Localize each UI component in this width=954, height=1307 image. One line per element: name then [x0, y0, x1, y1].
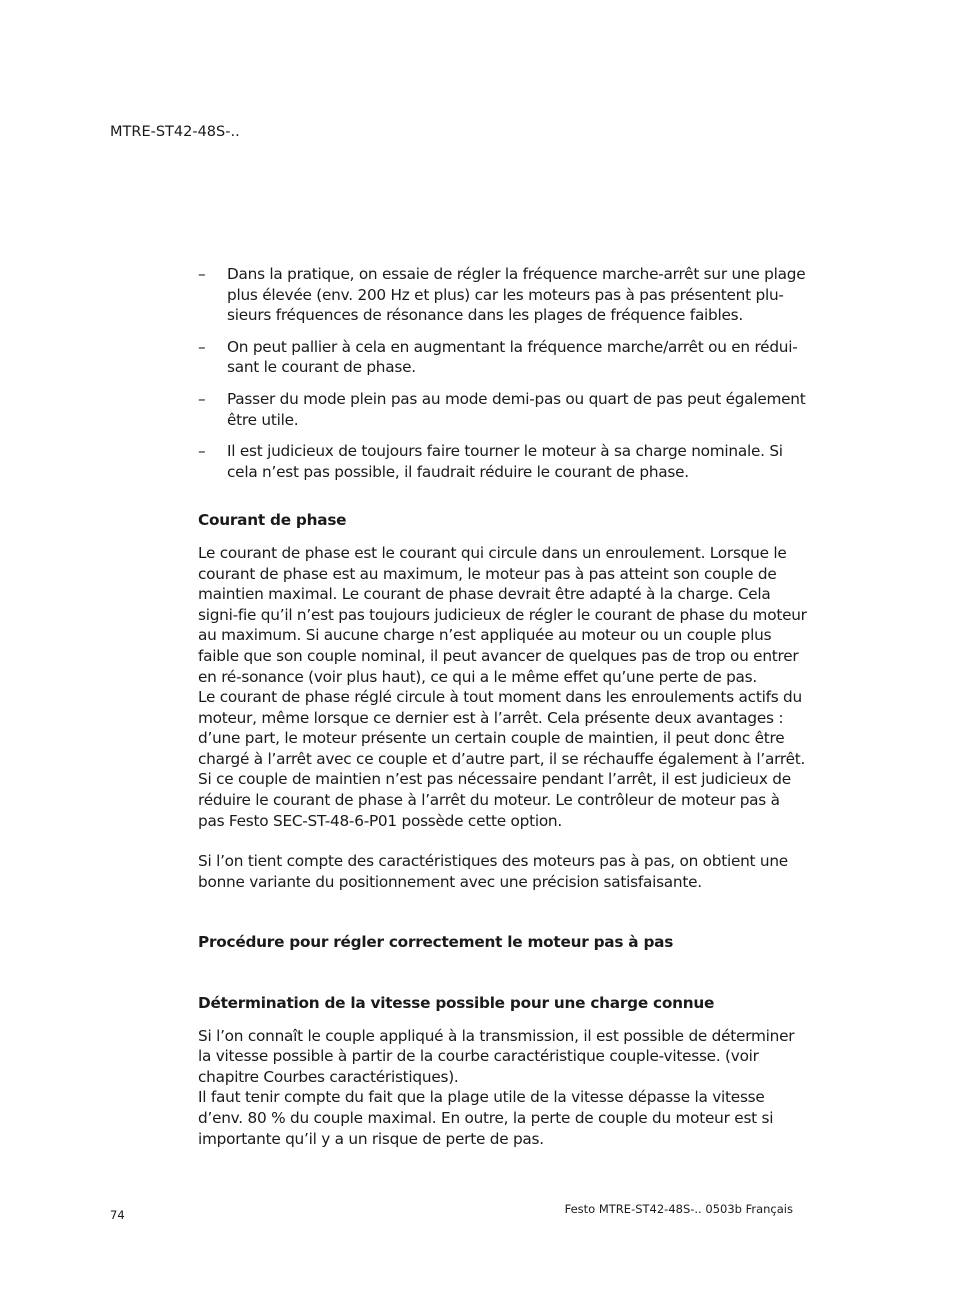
bullet-text: Passer du mode plein pas au mode demi-pas ou quart de pas peut également être utile. — [227, 389, 806, 429]
dash-bullet: – — [198, 442, 206, 461]
list-item — [198, 337, 810, 378]
list-item — [198, 441, 810, 482]
paragraph-courant-2: Le courant de phase réglé circule à tout moment dans les enroulements actifs du moteur, même lorsque ce dernier est à l’arrêt. Cela présente deux avantages : d’une part, le moteur présente un certain couple de maintien, il peut donc être chargé à l’arrêt avec ce couple et d’autre part, il se réchauffe également à l’arrêt. Si ce couple de maintien n’est pas nécessaire pendant l’arrêt, il est judicieux de réduire le courant de phase à l’arrêt du moteur. Le contrôleur de moteur pas à pas Festo SEC-ST-48-6-P01 possède cette option. — [198, 688, 806, 830]
main-content — [198, 264, 810, 1149]
dash-bullet: – — [198, 337, 206, 356]
dash-bullet: – — [198, 265, 206, 283]
list-item — [198, 389, 810, 430]
section-heading-procedure: Procédure pour régler correctement le moteur pas à pas — [198, 933, 674, 952]
bullet-list — [198, 264, 810, 482]
paragraph-determination-2: Il faut tenir compte du fait que la plage utile de la vitesse dépasse la vitesse d’env. 80 % du couple maximal. En outre, la perte de couple du moteur est si importante qu’il y a un risque de perte de pas. — [198, 1088, 774, 1148]
section-heading-determination: Détermination de la vitesse possible pour une charge connue — [198, 994, 715, 1013]
paragraph-caracteristiques: Si l’on tient compte des caractéristiques des moteurs pas à pas, on obtient une bonne variante du positionnement avec une précision satisfaisante. — [198, 852, 788, 891]
running-header: MTRE-ST42-48S-.. — [110, 124, 240, 140]
dash-bullet: – — [198, 389, 206, 408]
bullet-text: Il est judicieux de toujours faire tourner le moteur à sa charge nominale. Si cela n’est pas possible, il faudrait réduire le courant de phase. — [227, 442, 783, 481]
bullet-text: On peut pallier à cela en augmentant la fréquence marche/arrêt ou en rédui-sant le courant de phase. — [227, 337, 798, 377]
paragraph-courant-1: Le courant de phase est le courant qui circule dans un enroulement. Lorsque le courant de phase est au maximum, le moteur pas à pas atteint son couple de maintien maximal. Le courant de phase devrait être adapté à la charge. Cela signi-fie qu’il n’est pas toujours judicieux de régler le courant de phase du moteur au maximum. Si aucune charge n’est appliquée au moteur ou un couple plus faible que son couple nominal, il peut avancer de quelques pas de trop ou entrer en ré-sonance (voir plus haut), ce qui a le même effet qu’une perte de pas. — [198, 543, 807, 686]
footer-document-info: Festo MTRE-ST42-48S-.. 0503b Français — [564, 1202, 793, 1216]
page-number: 74 — [110, 1208, 125, 1222]
section-heading-courant-de-phase: Courant de phase — [198, 511, 347, 530]
paragraph-determination-1: Si l’on connaît le couple appliqué à la transmission, il est possible de déterminer la vitesse possible à partir de la courbe caractéristique couple-vitesse. (voir chapitre Courbes caractéristiques). — [198, 1026, 795, 1086]
list-item — [198, 264, 810, 326]
bullet-text: Dans la pratique, on essaie de régler la fréquence marche-arrêt sur une plage plus élevée (env. 200 Hz et plus) car les moteurs pas à pas présentent plu-sieurs fréquences de résonance dans les plages de fréquence faibles. — [227, 265, 806, 325]
